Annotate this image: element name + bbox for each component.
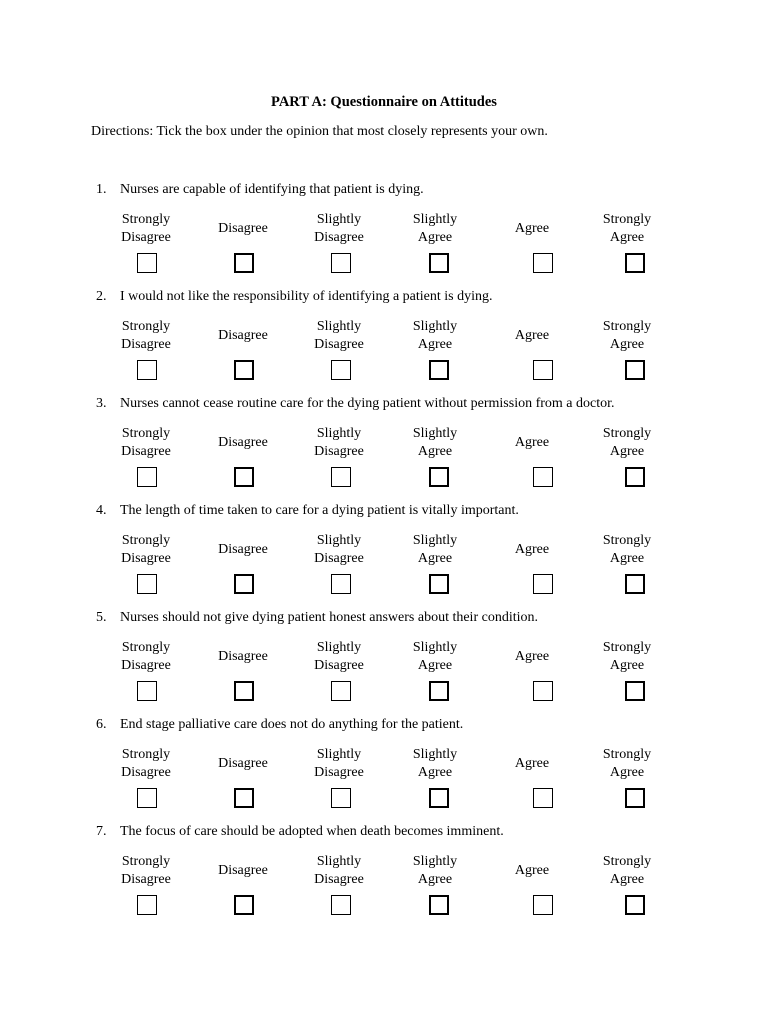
option-label-slightly-disagree <box>284 853 394 889</box>
option-label-slightly-agree <box>380 211 490 247</box>
option-label-slightly-disagree <box>284 425 394 461</box>
question-text: I would not like the responsibility of identifying a patient is dying. <box>120 289 493 304</box>
option-label-line: Agree <box>609 658 645 673</box>
option-label-line: Slightly <box>316 854 362 869</box>
question-text: Nurses cannot cease routine care for the dying patient without permission from a doctor. <box>120 396 615 411</box>
option-label-slightly-disagree <box>284 211 394 247</box>
question-text: Nurses are capable of identifying that patient is dying. <box>120 182 424 197</box>
option-label-line: Agree <box>417 658 453 673</box>
option-label-agree <box>477 434 587 452</box>
option-label-strongly-disagree <box>91 211 201 247</box>
option-label-strongly-agree <box>572 853 682 889</box>
option-label-line: Agree <box>514 328 550 343</box>
question-number: 7. <box>96 824 107 839</box>
option-label-line: Slightly <box>316 212 362 227</box>
option-label-disagree <box>188 648 298 666</box>
question-text: End stage palliative care does not do anything for the patient. <box>120 717 464 732</box>
checkbox-strongly-disagree[interactable] <box>137 788 157 808</box>
option-label-slightly-agree <box>380 853 490 889</box>
option-label-line: Disagree <box>121 658 171 673</box>
option-label-line: Disagree <box>121 765 171 780</box>
option-label-line: Strongly <box>121 319 171 334</box>
option-label-line: Strongly <box>602 319 652 334</box>
option-label-agree <box>477 327 587 345</box>
option-label-line: Strongly <box>602 640 652 655</box>
option-label-line: Slightly <box>316 533 362 548</box>
option-label-line: Agree <box>514 435 550 450</box>
option-label-line: Disagree <box>314 230 364 245</box>
option-label-line: Agree <box>514 863 550 878</box>
checkbox-strongly-agree[interactable] <box>625 574 645 594</box>
option-label-agree <box>477 648 587 666</box>
option-label-slightly-agree <box>380 425 490 461</box>
option-label-line: Disagree <box>314 551 364 566</box>
checkbox-strongly-disagree[interactable] <box>137 360 157 380</box>
option-label-line: Strongly <box>602 426 652 441</box>
option-label-line: Agree <box>417 872 453 887</box>
question-number: 4. <box>96 503 107 518</box>
checkbox-strongly-agree[interactable] <box>625 788 645 808</box>
checkbox-strongly-agree[interactable] <box>625 360 645 380</box>
option-label-line: Disagree <box>218 649 268 664</box>
option-label-line: Agree <box>514 649 550 664</box>
checkbox-slightly-agree[interactable] <box>429 681 449 701</box>
checkbox-agree[interactable] <box>533 788 553 808</box>
checkbox-strongly-disagree[interactable] <box>137 467 157 487</box>
option-label-line: Disagree <box>121 551 171 566</box>
checkbox-slightly-agree[interactable] <box>429 788 449 808</box>
option-label-line: Agree <box>417 230 453 245</box>
option-label-disagree <box>188 434 298 452</box>
checkbox-disagree[interactable] <box>234 360 254 380</box>
question-item <box>0 290 768 390</box>
option-label-line: Slightly <box>412 319 458 334</box>
question-item <box>0 397 768 497</box>
checkbox-agree[interactable] <box>533 253 553 273</box>
option-label-line: Strongly <box>602 854 652 869</box>
question-text: The length of time taken to care for a dying patient is vitally important. <box>120 503 519 518</box>
checkbox-slightly-disagree[interactable] <box>331 253 351 273</box>
option-label-line: Disagree <box>314 658 364 673</box>
option-label-strongly-agree <box>572 639 682 675</box>
option-label-line: Disagree <box>218 435 268 450</box>
option-label-line: Strongly <box>121 533 171 548</box>
option-label-line: Disagree <box>121 337 171 352</box>
question-text: Nurses should not give dying patient honest answers about their condition. <box>120 610 538 625</box>
option-label-line: Strongly <box>121 426 171 441</box>
option-label-line: Agree <box>417 444 453 459</box>
option-label-disagree <box>188 541 298 559</box>
option-label-line: Strongly <box>121 212 171 227</box>
option-label-strongly-disagree <box>91 639 201 675</box>
option-label-line: Slightly <box>316 747 362 762</box>
checkbox-strongly-disagree[interactable] <box>137 574 157 594</box>
option-label-line: Disagree <box>218 221 268 236</box>
option-label-line: Agree <box>609 872 645 887</box>
checkbox-slightly-agree[interactable] <box>429 574 449 594</box>
option-label-strongly-agree <box>572 532 682 568</box>
option-label-line: Agree <box>609 337 645 352</box>
question-item <box>0 611 768 711</box>
option-label-line: Disagree <box>121 444 171 459</box>
option-label-slightly-disagree <box>284 639 394 675</box>
option-label-line: Strongly <box>602 747 652 762</box>
option-label-slightly-agree <box>380 639 490 675</box>
option-label-strongly-disagree <box>91 532 201 568</box>
checkbox-agree[interactable] <box>533 360 553 380</box>
page-title: PART A: Questionnaire on Attitudes <box>271 94 497 110</box>
option-label-line: Agree <box>514 542 550 557</box>
option-label-line: Agree <box>417 551 453 566</box>
option-label-line: Slightly <box>316 426 362 441</box>
checkbox-slightly-disagree[interactable] <box>331 360 351 380</box>
option-label-line: Agree <box>417 765 453 780</box>
checkbox-strongly-agree[interactable] <box>625 253 645 273</box>
question-item <box>0 718 768 818</box>
question-text: The focus of care should be adopted when death becomes imminent. <box>120 824 504 839</box>
checkbox-agree[interactable] <box>533 574 553 594</box>
option-label-line: Agree <box>609 551 645 566</box>
option-label-line: Disagree <box>218 542 268 557</box>
checkbox-slightly-agree[interactable] <box>429 253 449 273</box>
checkbox-slightly-disagree[interactable] <box>331 574 351 594</box>
checkbox-slightly-disagree[interactable] <box>331 467 351 487</box>
question-number: 2. <box>96 289 107 304</box>
checkbox-slightly-disagree[interactable] <box>331 895 351 915</box>
option-label-slightly-agree <box>380 532 490 568</box>
question-item <box>0 183 768 283</box>
option-label-strongly-agree <box>572 318 682 354</box>
option-label-line: Slightly <box>412 426 458 441</box>
checkbox-strongly-disagree[interactable] <box>137 895 157 915</box>
checkbox-strongly-disagree[interactable] <box>137 253 157 273</box>
checkbox-disagree[interactable] <box>234 467 254 487</box>
checkbox-disagree[interactable] <box>234 574 254 594</box>
checkbox-disagree[interactable] <box>234 788 254 808</box>
option-label-slightly-disagree <box>284 318 394 354</box>
option-label-strongly-agree <box>572 425 682 461</box>
option-label-strongly-disagree <box>91 318 201 354</box>
option-label-line: Agree <box>417 337 453 352</box>
checkbox-slightly-agree[interactable] <box>429 467 449 487</box>
option-label-line: Agree <box>514 756 550 771</box>
option-label-line: Disagree <box>218 863 268 878</box>
question-item <box>0 825 768 925</box>
option-label-line: Slightly <box>316 640 362 655</box>
checkbox-slightly-disagree[interactable] <box>331 788 351 808</box>
checkbox-slightly-agree[interactable] <box>429 895 449 915</box>
option-label-line: Strongly <box>121 747 171 762</box>
option-label-agree <box>477 220 587 238</box>
option-label-line: Agree <box>514 221 550 236</box>
option-label-line: Agree <box>609 765 645 780</box>
option-label-strongly-disagree <box>91 853 201 889</box>
question-number: 1. <box>96 182 107 197</box>
option-label-line: Disagree <box>314 765 364 780</box>
option-label-line: Slightly <box>412 640 458 655</box>
checkbox-strongly-agree[interactable] <box>625 895 645 915</box>
option-label-strongly-agree <box>572 746 682 782</box>
option-label-disagree <box>188 327 298 345</box>
checkbox-disagree[interactable] <box>234 895 254 915</box>
directions-text: Directions: Tick the box under the opinion that most closely represents your own. <box>91 124 548 139</box>
option-label-strongly-disagree <box>91 425 201 461</box>
option-label-line: Slightly <box>412 747 458 762</box>
question-number: 5. <box>96 610 107 625</box>
checkbox-agree[interactable] <box>533 681 553 701</box>
option-label-disagree <box>188 862 298 880</box>
option-label-line: Disagree <box>218 328 268 343</box>
option-label-line: Slightly <box>316 319 362 334</box>
checkbox-strongly-agree[interactable] <box>625 467 645 487</box>
question-number: 6. <box>96 717 107 732</box>
option-label-line: Disagree <box>314 337 364 352</box>
option-label-agree <box>477 862 587 880</box>
option-label-disagree <box>188 755 298 773</box>
option-label-line: Agree <box>609 444 645 459</box>
checkbox-disagree[interactable] <box>234 253 254 273</box>
option-label-line: Disagree <box>121 872 171 887</box>
option-label-slightly-agree <box>380 746 490 782</box>
option-label-line: Disagree <box>121 230 171 245</box>
option-label-disagree <box>188 220 298 238</box>
question-item <box>0 504 768 604</box>
option-label-slightly-disagree <box>284 746 394 782</box>
checkbox-strongly-agree[interactable] <box>625 681 645 701</box>
option-label-line: Strongly <box>602 212 652 227</box>
option-label-line: Slightly <box>412 854 458 869</box>
option-label-line: Slightly <box>412 533 458 548</box>
option-label-line: Disagree <box>218 756 268 771</box>
option-label-line: Strongly <box>121 854 171 869</box>
option-label-agree <box>477 755 587 773</box>
option-label-line: Disagree <box>314 444 364 459</box>
checkbox-agree[interactable] <box>533 895 553 915</box>
option-label-slightly-agree <box>380 318 490 354</box>
question-number: 3. <box>96 396 107 411</box>
option-label-slightly-disagree <box>284 532 394 568</box>
option-label-line: Strongly <box>602 533 652 548</box>
checkbox-slightly-agree[interactable] <box>429 360 449 380</box>
option-label-line: Disagree <box>314 872 364 887</box>
checkbox-disagree[interactable] <box>234 681 254 701</box>
checkbox-agree[interactable] <box>533 467 553 487</box>
option-label-line: Agree <box>609 230 645 245</box>
option-label-agree <box>477 541 587 559</box>
option-label-line: Strongly <box>121 640 171 655</box>
option-label-strongly-agree <box>572 211 682 247</box>
checkbox-slightly-disagree[interactable] <box>331 681 351 701</box>
option-label-strongly-disagree <box>91 746 201 782</box>
option-label-line: Slightly <box>412 212 458 227</box>
checkbox-strongly-disagree[interactable] <box>137 681 157 701</box>
